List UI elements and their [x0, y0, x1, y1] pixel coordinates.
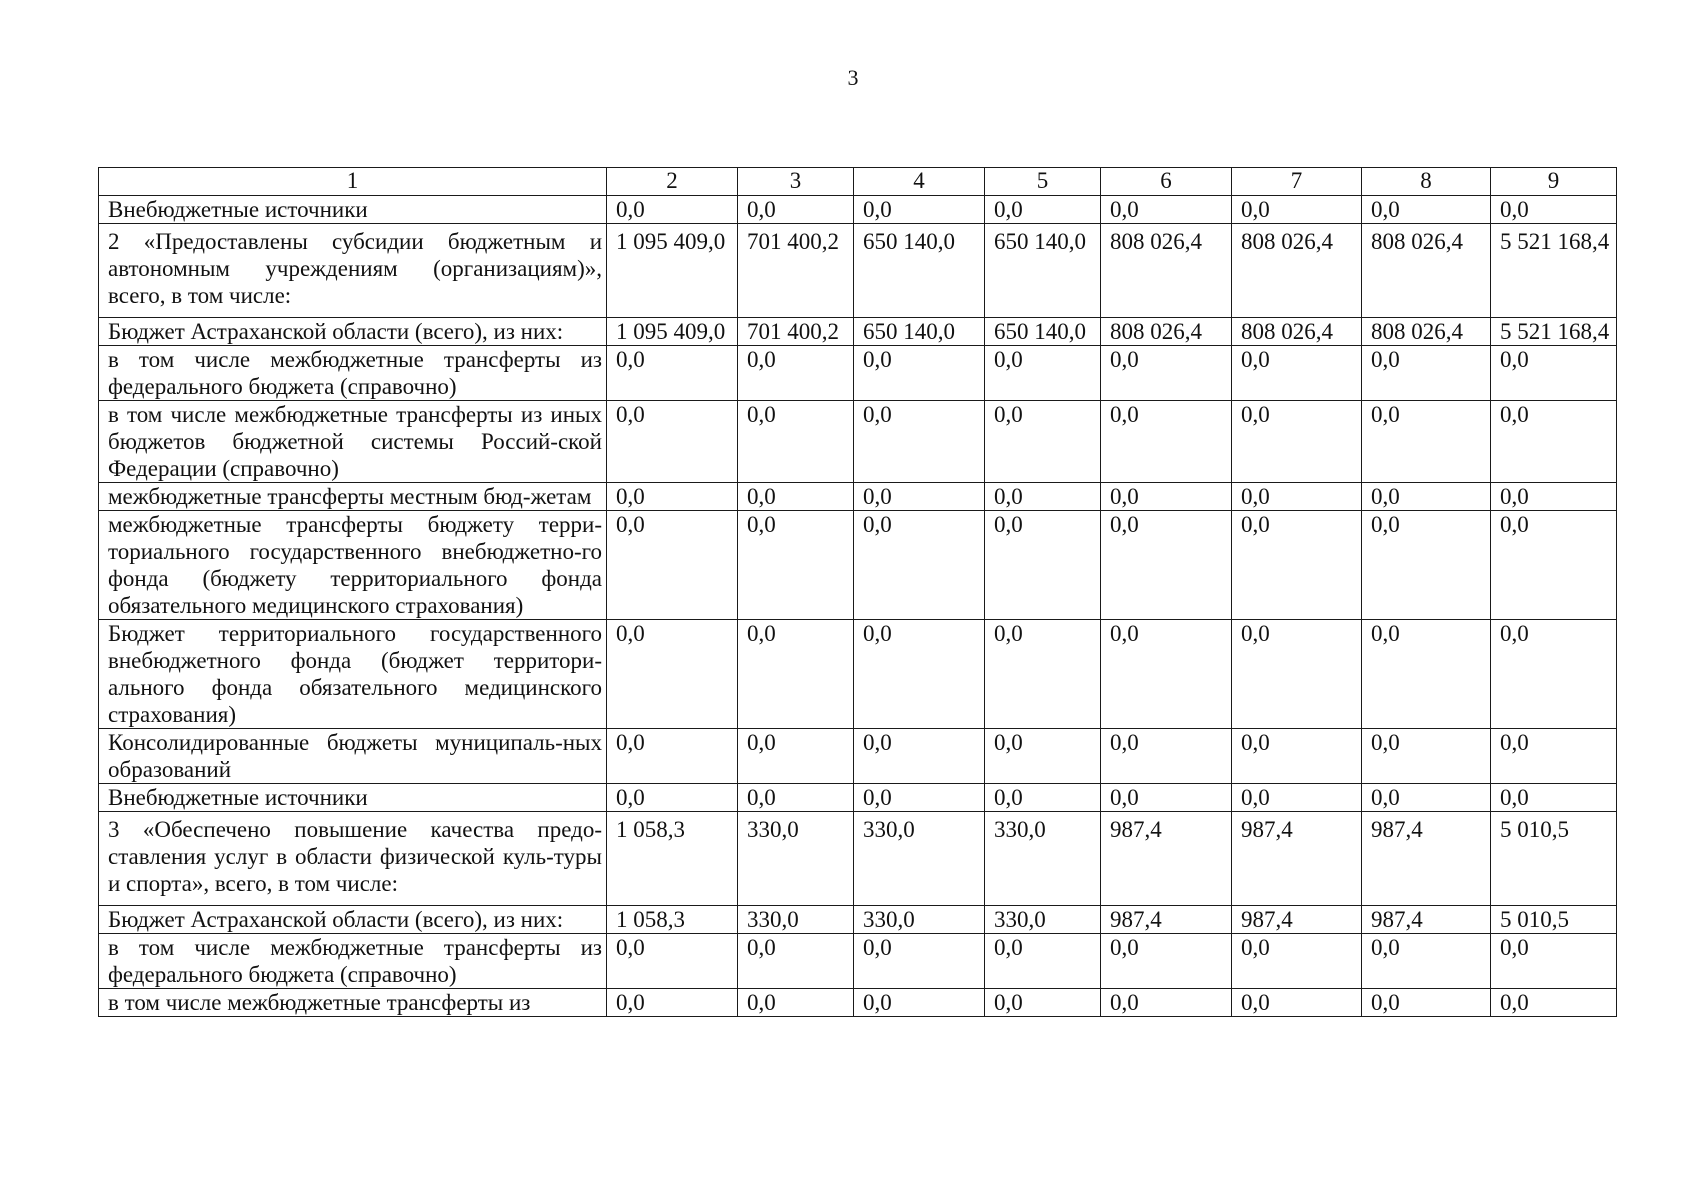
cell-value: 0,0: [738, 511, 854, 620]
table-row: [99, 934, 1617, 989]
cell-value: 0,0: [738, 989, 854, 1017]
cell-value: 0,0: [1232, 346, 1362, 401]
cell-value: 808 026,4: [1101, 318, 1232, 346]
table-row: [99, 989, 1617, 1017]
cell-value: 0,0: [1362, 620, 1491, 729]
column-header: 9: [1491, 168, 1617, 196]
cell-value: 0,0: [1491, 620, 1617, 729]
cell-value: 0,0: [1101, 989, 1232, 1017]
cell-value: 0,0: [1362, 784, 1491, 812]
row-label: в том числе межбюджетные трансферты из федерального бюджета (справочно): [99, 346, 607, 401]
cell-value: 5 010,5: [1491, 812, 1617, 906]
cell-value: 701 400,2: [738, 224, 854, 318]
table-row: [99, 729, 1617, 784]
cell-value: 0,0: [1101, 401, 1232, 483]
cell-value: 330,0: [738, 812, 854, 906]
cell-value: 808 026,4: [1232, 318, 1362, 346]
table-row: [99, 620, 1617, 729]
cell-value: 0,0: [1101, 934, 1232, 989]
table-body: [99, 196, 1617, 1017]
cell-value: 0,0: [1362, 934, 1491, 989]
cell-value: 0,0: [854, 483, 985, 511]
cell-value: 0,0: [854, 511, 985, 620]
cell-value: 0,0: [1232, 401, 1362, 483]
column-header: 2: [607, 168, 738, 196]
cell-value: 650 140,0: [854, 318, 985, 346]
cell-value: 5 521 168,4: [1491, 318, 1617, 346]
cell-value: 0,0: [738, 401, 854, 483]
cell-value: 0,0: [985, 401, 1101, 483]
cell-value: 0,0: [1491, 401, 1617, 483]
cell-value: 1 095 409,0: [607, 224, 738, 318]
row-label: Внебюджетные источники: [99, 784, 607, 812]
cell-value: 808 026,4: [1362, 224, 1491, 318]
cell-value: 1 058,3: [607, 906, 738, 934]
cell-value: 0,0: [1101, 620, 1232, 729]
cell-value: 0,0: [607, 346, 738, 401]
cell-value: 0,0: [985, 511, 1101, 620]
cell-value: 650 140,0: [985, 224, 1101, 318]
cell-value: 0,0: [1491, 346, 1617, 401]
cell-value: 0,0: [985, 483, 1101, 511]
cell-value: 0,0: [854, 196, 985, 224]
cell-value: 0,0: [1101, 196, 1232, 224]
cell-value: 0,0: [607, 401, 738, 483]
cell-value: 0,0: [1491, 989, 1617, 1017]
cell-value: 0,0: [1362, 483, 1491, 511]
cell-value: 0,0: [985, 934, 1101, 989]
cell-value: 0,0: [738, 483, 854, 511]
table-row: [99, 812, 1617, 906]
cell-value: 5 010,5: [1491, 906, 1617, 934]
cell-value: 0,0: [1491, 196, 1617, 224]
cell-value: 0,0: [854, 729, 985, 784]
cell-value: 0,0: [1232, 729, 1362, 784]
cell-value: 0,0: [854, 989, 985, 1017]
row-label: Бюджет Астраханской области (всего), из них:: [99, 318, 607, 346]
cell-value: 1 095 409,0: [607, 318, 738, 346]
column-header: 3: [738, 168, 854, 196]
cell-value: 0,0: [1491, 511, 1617, 620]
cell-value: 0,0: [1101, 784, 1232, 812]
cell-value: 0,0: [738, 934, 854, 989]
cell-value: 0,0: [738, 196, 854, 224]
cell-value: 0,0: [1491, 483, 1617, 511]
table-row: [99, 511, 1617, 620]
table-row: [99, 784, 1617, 812]
cell-value: 0,0: [1491, 784, 1617, 812]
cell-value: 0,0: [854, 401, 985, 483]
cell-value: 0,0: [1232, 620, 1362, 729]
cell-value: 0,0: [738, 784, 854, 812]
cell-value: 0,0: [854, 620, 985, 729]
cell-value: 330,0: [738, 906, 854, 934]
table-row: [99, 196, 1617, 224]
table-row: [99, 483, 1617, 511]
table-row: [99, 318, 1617, 346]
cell-value: 0,0: [738, 729, 854, 784]
column-header: 8: [1362, 168, 1491, 196]
page-number: 3: [847, 65, 859, 90]
cell-value: 0,0: [1101, 483, 1232, 511]
cell-value: 0,0: [1232, 511, 1362, 620]
cell-value: 5 521 168,4: [1491, 224, 1617, 318]
cell-value: 0,0: [607, 620, 738, 729]
table-row: [99, 401, 1617, 483]
cell-value: 0,0: [1232, 784, 1362, 812]
row-label: 2 «Предоставлены субсидии бюджетным и автономным учреждениям (организациям)», всего, в том числе:: [99, 224, 607, 318]
cell-value: 0,0: [1491, 729, 1617, 784]
row-label: Бюджет Астраханской области (всего), из них:: [99, 906, 607, 934]
row-label: Бюджет территориального государственного внебюджетного фонда (бюджет территори-ального фонда обязательного медицинского страхования): [99, 620, 607, 729]
cell-value: 0,0: [1362, 989, 1491, 1017]
cell-value: 0,0: [738, 620, 854, 729]
budget-table: [98, 167, 1617, 1017]
cell-value: 0,0: [1101, 346, 1232, 401]
cell-value: 987,4: [1362, 906, 1491, 934]
column-header: 1: [99, 168, 607, 196]
cell-value: 0,0: [738, 346, 854, 401]
cell-value: 1 058,3: [607, 812, 738, 906]
cell-value: 0,0: [607, 934, 738, 989]
cell-value: 0,0: [607, 511, 738, 620]
row-label: межбюджетные трансферты местным бюд-жетам: [99, 483, 607, 511]
cell-value: 0,0: [1362, 346, 1491, 401]
header-row: [99, 168, 1617, 196]
cell-value: 0,0: [854, 784, 985, 812]
table-row: [99, 346, 1617, 401]
cell-value: 0,0: [1362, 196, 1491, 224]
cell-value: 0,0: [607, 784, 738, 812]
cell-value: 0,0: [1362, 511, 1491, 620]
row-label: Внебюджетные источники: [99, 196, 607, 224]
cell-value: 0,0: [985, 620, 1101, 729]
cell-value: 987,4: [1101, 906, 1232, 934]
cell-value: 0,0: [1101, 511, 1232, 620]
cell-value: 330,0: [985, 812, 1101, 906]
cell-value: 987,4: [1232, 812, 1362, 906]
column-header: 5: [985, 168, 1101, 196]
column-header: 6: [1101, 168, 1232, 196]
cell-value: 987,4: [1362, 812, 1491, 906]
cell-value: 987,4: [1232, 906, 1362, 934]
cell-value: 808 026,4: [1101, 224, 1232, 318]
cell-value: 0,0: [985, 346, 1101, 401]
cell-value: 808 026,4: [1232, 224, 1362, 318]
column-header: 4: [854, 168, 985, 196]
column-header: 7: [1232, 168, 1362, 196]
row-label: 3 «Обеспечено повышение качества предо-ставления услуг в области физической куль-туры и спорта», всего, в том числе:: [99, 812, 607, 906]
row-label: в том числе межбюджетные трансферты из иных бюджетов бюджетной системы Россий-ской Федерации (справочно): [99, 401, 607, 483]
cell-value: 0,0: [1232, 483, 1362, 511]
cell-value: 0,0: [607, 483, 738, 511]
cell-value: 650 140,0: [985, 318, 1101, 346]
cell-value: 330,0: [854, 906, 985, 934]
cell-value: 0,0: [985, 989, 1101, 1017]
cell-value: 0,0: [607, 729, 738, 784]
table-row: [99, 906, 1617, 934]
cell-value: 987,4: [1101, 812, 1232, 906]
row-label: в том числе межбюджетные трансферты из федерального бюджета (справочно): [99, 934, 607, 989]
cell-value: 0,0: [607, 989, 738, 1017]
row-label: межбюджетные трансферты бюджету терри-ториального государственного внебюджетно-го фонда (бюджету территориального фонда обязательного медицинского страхования): [99, 511, 607, 620]
cell-value: 0,0: [985, 196, 1101, 224]
cell-value: 0,0: [985, 729, 1101, 784]
table-row: [99, 224, 1617, 318]
cell-value: 0,0: [1362, 729, 1491, 784]
cell-value: 701 400,2: [738, 318, 854, 346]
cell-value: 0,0: [1362, 401, 1491, 483]
cell-value: 0,0: [854, 934, 985, 989]
row-label: Консолидированные бюджеты муниципаль-ных образований: [99, 729, 607, 784]
cell-value: 0,0: [1232, 989, 1362, 1017]
cell-value: 330,0: [985, 906, 1101, 934]
cell-value: 0,0: [1101, 729, 1232, 784]
cell-value: 330,0: [854, 812, 985, 906]
cell-value: 650 140,0: [854, 224, 985, 318]
row-label: в том числе межбюджетные трансферты из: [99, 989, 607, 1017]
cell-value: 808 026,4: [1362, 318, 1491, 346]
cell-value: 0,0: [985, 784, 1101, 812]
cell-value: 0,0: [607, 196, 738, 224]
cell-value: 0,0: [1232, 934, 1362, 989]
cell-value: 0,0: [1232, 196, 1362, 224]
cell-value: 0,0: [854, 346, 985, 401]
cell-value: 0,0: [1491, 934, 1617, 989]
